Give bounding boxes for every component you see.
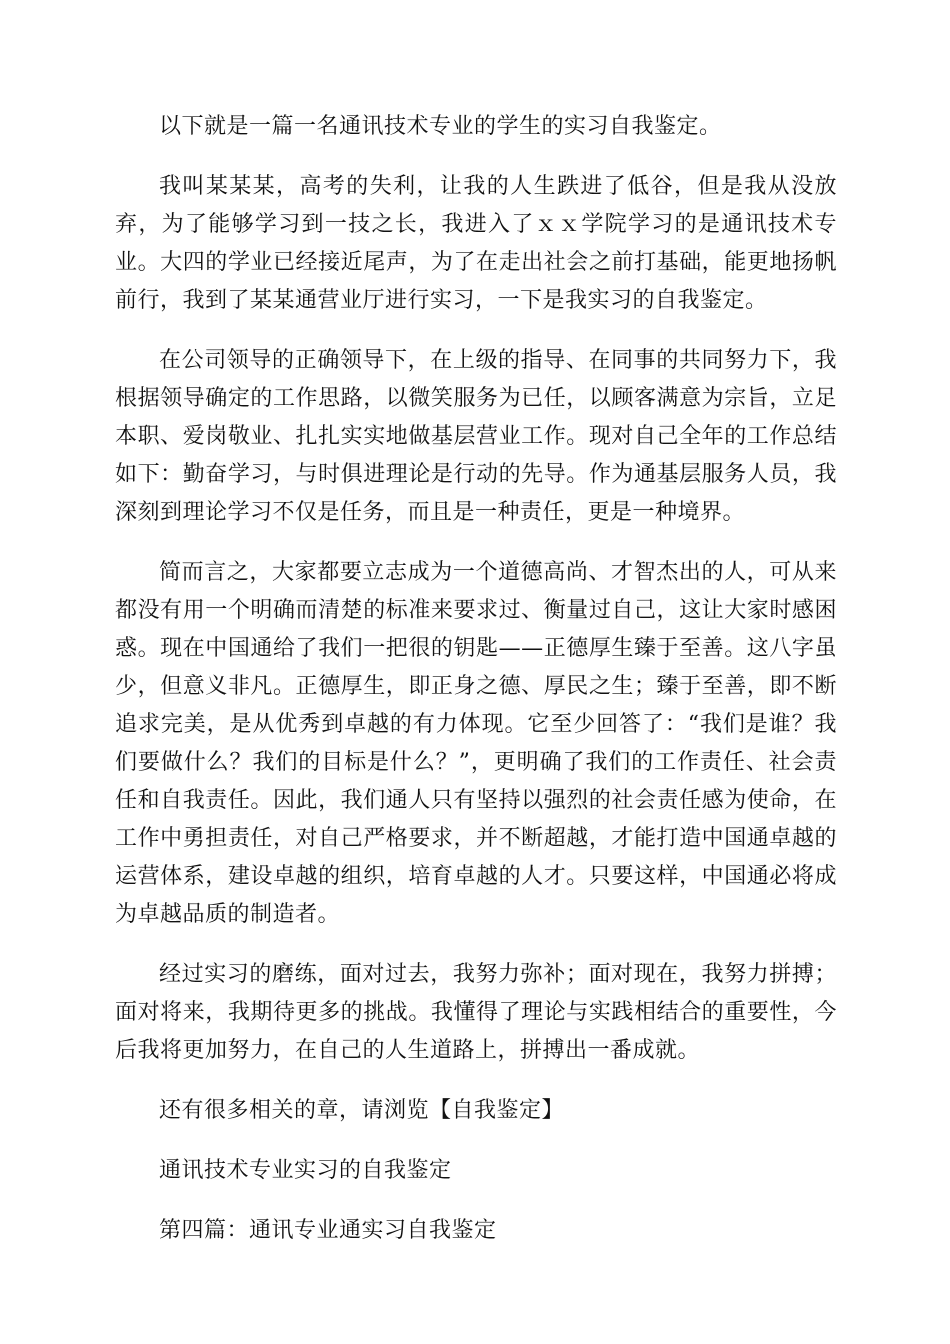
section-heading-part-four: 第四篇：通讯专业通实习自我鉴定 xyxy=(159,1218,497,1243)
section-heading-appraisal: 通讯技术专业实习的自我鉴定 xyxy=(159,1158,452,1183)
paragraph-background: 我叫某某某，高考的失利，让我的人生跌进了低谷，但是我从没放弃，为了能够学习到一技之长，我进入了ｘｘ学院学习的是通讯技术专业。大四的学业已经接近尾声，为了在走出社会之前打基础，能更地扬帆前行，我到了某某通营业厅进行实习，一下是我实习的自我鉴定。 xyxy=(115,174,837,313)
paragraph-intro: 以下就是一篇一名通讯技术专业的学生的实习自我鉴定。 xyxy=(159,114,722,139)
document-body xyxy=(115,108,837,1272)
paragraph-values: 简而言之，大家都要立志成为一个道德高尚、才智杰出的人，可从来都没有用一个明确而清楚的标准来要求过、衡量过自己，这让大家时感困惑。现在中国通给了我们一把很的钥匙——正德厚生臻于至善。这八字虽少，但意义非凡。正德厚生，即正身之德、厚民之生；臻于至善，即不断追求完美，是从优秀到卓越的有力体现。它至少回答了：“我们是谁？我们要做什么？我们的目标是什么？”，更明确了我们的工作责任、社会责任和自我责任。因此，我们通人只有坚持以强烈的社会责任感为使命，在工作中勇担责任，对自己严格要求，并不断超越，才能打造中国通卓越的运营体系，建设卓越的组织，培育卓越的人才。只要这样，中国通必将成为卓越品质的制造者。 xyxy=(115,560,837,927)
related-articles-link[interactable]: 还有很多相关的章，请浏览【自我鉴定】 xyxy=(159,1098,565,1123)
paragraph-work: 在公司领导的正确领导下，在上级的指导、在同事的共同努力下，我根据领导确定的工作思路，以微笑服务为已任，以顾客满意为宗旨，立足本职、爱岗敬业、扎扎实实地做基层营业工作。现对自己全年的工作总结如下：勤奋学习，与时俱进理论是行动的先导。作为通基层服务人员，我深刻到理论学习不仅是任务，而且是一种责任，更是一种境界。 xyxy=(115,348,837,525)
paragraph-conclusion: 经过实习的磨练，面对过去，我努力弥补；面对现在，我努力拼搏；面对将来，我期待更多的挑战。我懂得了理论与实践相结合的重要性，今后我将更加努力，在自己的人生道路上，拼搏出一番成就。 xyxy=(115,962,837,1063)
